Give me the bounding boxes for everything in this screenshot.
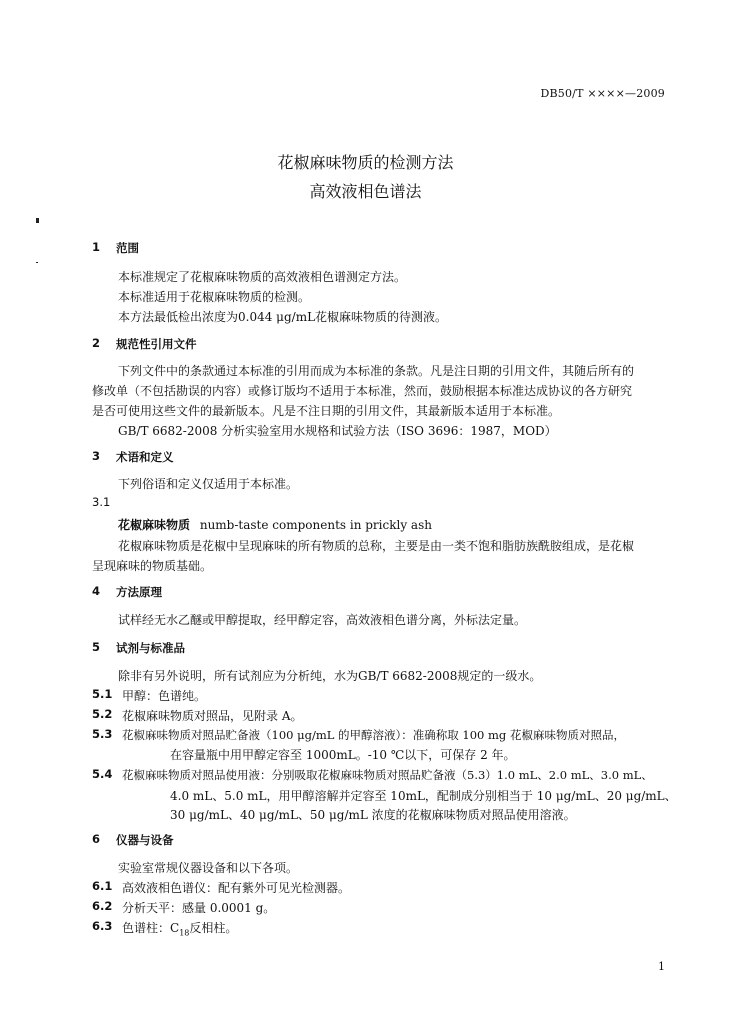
item-number: 5.2 xyxy=(92,707,113,721)
paragraph-line: 下列文件中的条款通过本标准的引用而成为本标准的条款。凡是注日期的引用文件，其随后所有的 xyxy=(118,364,635,378)
term-entry xyxy=(118,516,432,533)
item-text-continued: 4.0 mL、5.0 mL，用甲醇溶解并定容至 10mL，配制成分别相当于 10 μg/mL、20 μg/mL、 xyxy=(170,789,677,803)
item-text: 甲醇：色谱纯。 xyxy=(122,689,207,703)
paragraph: 实验室常规仪器设备和以下各项。 xyxy=(118,861,299,875)
item-text-continued: 在容量瓶中用甲醇定容至 1000mL。-10 ℃以下，可保存 2 年。 xyxy=(170,748,516,762)
document-id-header: DB50/T ××××—2009 xyxy=(540,87,665,100)
title-line-2: 高效液相色谱法 xyxy=(309,182,422,201)
paragraph-line: 是否可使用这些文件的最新版本。凡是不注日期的引用文件，其最新版本适用于本标准。 xyxy=(92,404,561,418)
section-heading: 试剂与标准品 xyxy=(116,641,185,655)
title-line-1: 花椒麻味物质的检测方法 xyxy=(277,153,454,172)
definition-line: 花椒麻味物质是花椒中呈现麻味的所有物质的总称，主要是由一类不饱和脂肪族酰胺组成，是花椒 xyxy=(118,539,635,553)
term-chinese: 花椒麻味物质 xyxy=(118,518,191,532)
paragraph: 本方法最低检出浓度为0.044 μg/mL花椒麻味物质的待测液。 xyxy=(118,310,448,324)
item-text xyxy=(122,919,237,937)
item-text: 高效液相色谱仪：配有紫外可见光检测器。 xyxy=(122,881,351,895)
section-heading: 仪器与设备 xyxy=(116,833,174,847)
scan-speck xyxy=(36,262,38,263)
item-number: 5.3 xyxy=(92,727,113,741)
item-number: 6.2 xyxy=(92,899,113,913)
paragraph-line: 修改单（不包括勘误的内容）或修订版均不适用于本标准，然而，鼓励根据本标准达成协议的各方研究 xyxy=(92,384,633,398)
section-number: 4 xyxy=(92,584,101,598)
item-text-continued: 30 μg/mL、40 μg/mL、50 μg/mL 浓度的花椒麻味物质对照品使用溶液。 xyxy=(170,808,576,822)
section-number: 5 xyxy=(92,640,101,654)
section-number: 1 xyxy=(92,240,101,254)
paragraph: 本标准规定了花椒麻味物质的高效液相色谱测定方法。 xyxy=(118,270,407,284)
item-number: 6.1 xyxy=(92,879,113,893)
scan-speck xyxy=(36,218,39,223)
section-heading: 术语和定义 xyxy=(116,450,174,464)
item-number: 6.3 xyxy=(92,919,113,933)
item-number: 5.1 xyxy=(92,687,113,701)
paragraph: 本标准适用于花椒麻味物质的检测。 xyxy=(118,290,311,304)
item-text: 花椒麻味物质对照品贮备液（100 μg/mL 的甲醇溶液）：准确称取 100 mg 花椒麻味物质对照品， xyxy=(122,728,625,742)
definition-line: 呈现麻味的物质基础。 xyxy=(92,559,213,573)
page-number: 1 xyxy=(658,960,665,973)
item-text: 花椒麻味物质对照品，见附录 A。 xyxy=(122,709,303,723)
term-english: numb-taste components in prickly ash xyxy=(199,518,432,532)
section-number: 6 xyxy=(92,832,101,846)
paragraph: 试样经无水乙醚或甲醇提取，经甲醇定容，高效液相色谱分离，外标法定量。 xyxy=(118,613,527,627)
subscript-18: 18 xyxy=(179,928,190,938)
section-heading: 规范性引用文件 xyxy=(116,337,197,351)
section-number: 3 xyxy=(92,449,101,463)
item-text: 分析天平：感量 0.0001 g。 xyxy=(122,901,276,915)
item-number: 5.4 xyxy=(92,767,113,781)
subsection-number: 3.1 xyxy=(92,495,111,509)
section-number: 2 xyxy=(92,336,101,350)
section-heading: 方法原理 xyxy=(116,585,162,599)
item-text: 花椒麻味物质对照品使用液：分别吸取花椒麻味物质对照品贮备液（5.3）1.0 mL、2.0 mL、3.0 mL、 xyxy=(122,768,653,782)
item-text-prefix: 色谱柱：C xyxy=(122,921,180,935)
paragraph: 除非有另外说明，所有试剂应为分析纯，水为GB/T 6682-2008规定的一级水。 xyxy=(118,669,542,683)
normative-reference: GB/T 6682-2008 分析实验室用水规格和试验方法（ISO 3696：1987，MOD） xyxy=(118,424,557,438)
item-text-suffix: 反相柱。 xyxy=(189,921,238,935)
section-heading: 范围 xyxy=(116,241,139,255)
paragraph: 下列俗语和定义仅适用于本标准。 xyxy=(118,477,299,491)
